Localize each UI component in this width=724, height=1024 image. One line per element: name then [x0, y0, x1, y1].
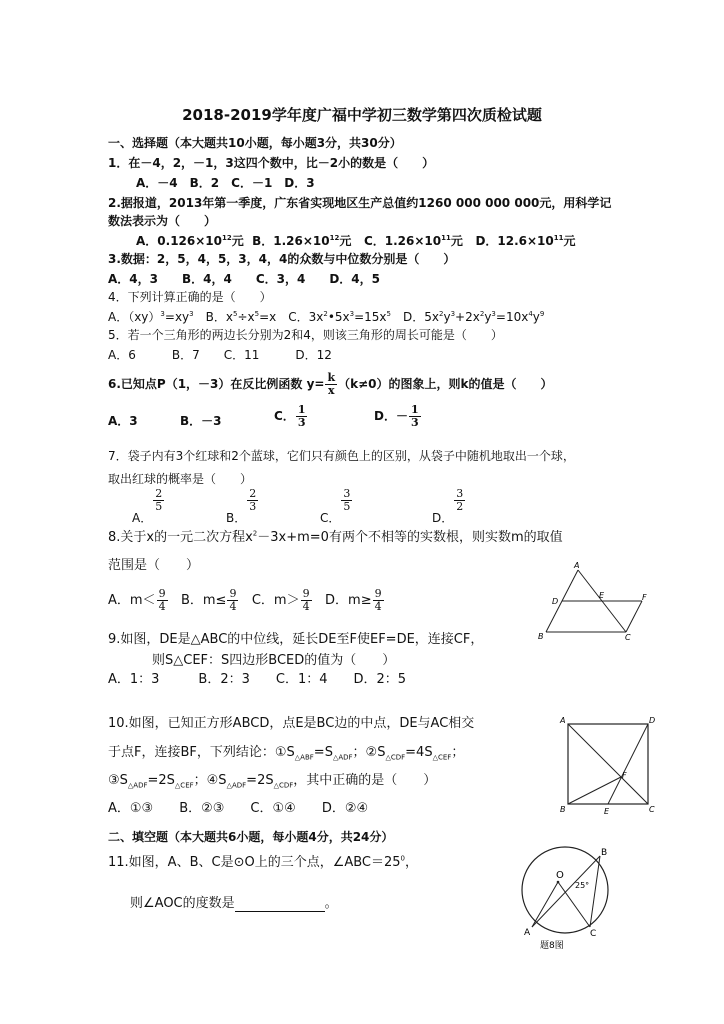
q5-stem: 5．若一个三角形的两边长分别为2和4，则该三角形的周长可能是（ ） — [108, 328, 503, 342]
q6-option-d: D．－ $\frac{1}{3}$ — [374, 403, 419, 429]
q7-line1: 7．袋子内有3个红球和2个蓝球，它们只有颜色上的区别，从袋子中随机地取出一个球， — [108, 449, 575, 463]
q2-line2: 数法表示为（ ） — [108, 214, 217, 228]
square-label-b: B — [560, 805, 566, 814]
q10-line3: $③S_{\triangle ADF}=2S_{\triangle CEF}$；$④S_{\triangle ADF}=2S_{\triangle CDF}$，其中正确的是（ ） — [108, 773, 437, 790]
q8-line2: 范围是（ ） — [108, 558, 200, 573]
triangle-label-f: F — [642, 593, 647, 602]
circle-label-c: C — [590, 929, 597, 939]
triangle-label-e: E — [599, 591, 605, 600]
q11-line2: 则∠AOC的度数是 。 — [130, 896, 338, 911]
square-label-d: D — [649, 716, 656, 725]
q1-options: A．－4 B．2 C．－1 D．3 — [136, 176, 315, 190]
q6-option-b: B．－3 — [180, 414, 222, 428]
q1-stem: 1．在－4，2，－1，3这四个数中，比－2小的数是（ ） — [108, 156, 435, 170]
q8-line1: 8.关于x的一元二次方程$x^2-3x+m=0$有两个不相等的实数根，则实数m的取值 — [108, 529, 563, 545]
q2-options — [136, 233, 576, 249]
q2-option-b: B．$1.26\times 10^{12}$元 — [252, 234, 352, 248]
circle-label-b: B — [601, 848, 608, 858]
q7-option-d: D． $\frac{3}{2}$ — [432, 487, 464, 525]
q10-line1: 10.如图，已知正方形ABCD，点E是BC边的中点，DE与AC相交 — [108, 716, 475, 731]
q8-option-b: B．m≤ $\frac{9}{4}$ — [180, 587, 237, 613]
square-figure — [556, 712, 660, 818]
q4-stem: 4．下列计算正确的是（ ） — [108, 290, 272, 304]
q6-option-a: A．3 — [108, 414, 138, 428]
triangle-label-a: A — [574, 561, 580, 570]
q11-line1: 11.如图，A、B、C是⊙O上的三个点，$\angle ABC=25^0$， — [108, 854, 419, 870]
square-label-c: C — [649, 805, 655, 814]
q8-options — [108, 588, 385, 613]
q8-option-a: A．m＜ $\frac{9}{4}$ — [108, 587, 166, 613]
circle-angle-label: 25° — [575, 881, 590, 890]
square-label-e: E — [604, 807, 610, 816]
page-title: 2018-2019学年度广福中学初三数学第四次质检试题 — [182, 106, 542, 124]
q11-answer-blank[interactable] — [235, 899, 325, 912]
q7-option-b: B． $\frac{2}{3}$ — [226, 487, 257, 525]
q2-option-a: A．$0.126\times 10^{12}$元 — [136, 234, 244, 248]
q4-options: A．$(xy)^3=xy^3$ B．$x^5\div x^5=x$ C．$3x^2•5x^3=15x^5$ D．$5x^2y^3+2x^2y^3=10x^4y^9$ — [108, 310, 545, 324]
triangle-label-d: D — [552, 597, 559, 606]
triangle-label-b: B — [538, 632, 544, 641]
q5-options: A．6 B．7 C．11 D．12 — [108, 348, 332, 362]
q10-options: A．①③ B．②③ C．①④ D．②④ — [108, 801, 369, 816]
q9-line1: 9.如图，DE是△ABC的中位线，延长DE至F使EF=DE，连接CF， — [108, 632, 484, 647]
q3-options: A．4，3 B．4，4 C．3，4 D．4，5 — [108, 272, 380, 286]
q6-stem: 6.已知点P（1，－3）在反比例函数 y= $\frac{k}{x}$ （k≠0）的图象上，则k的值是（ ） — [108, 371, 553, 397]
q7-line2: 取出红球的概率是（ ） — [108, 472, 253, 486]
q10-line2: 于点F，连接BF，下列结论：$①S_{\triangle ABF}=S_{\triangle ADF}$；$②S_{\triangle CDF}=4S_{\triangle CEF}$； — [108, 745, 465, 762]
section-2-heading: 二、填空题（本大题共6小题，每小题4分，共24分） — [108, 830, 394, 844]
q2-option-d: D．$12.6\times 10^{11}$元 — [475, 234, 576, 248]
circle-figure — [510, 840, 622, 952]
square-label-a: A — [560, 716, 566, 725]
q9-line2: 则S△CEF：S四边形BCED的值为（ ） — [152, 653, 396, 668]
q3-stem: 3.数据：2，5，4，5，3，4，4的众数与中位数分别是（ ） — [108, 252, 456, 266]
circle-label-o: O — [556, 870, 564, 881]
q7-option-c: C． $\frac{3}{5}$ — [320, 487, 351, 525]
triangle-label-c: C — [625, 633, 631, 642]
q9-options: A．1：3 B．2：3 C．1：4 D．2：5 — [108, 672, 407, 687]
circle-caption: 题8图 — [540, 941, 564, 951]
square-label-f: F — [622, 771, 627, 780]
q7-option-a: A． $\frac{2}{5}$ — [132, 487, 163, 525]
section-1-heading: 一、选择题（本大题共10小题，每小题3分，共30分） — [108, 136, 402, 150]
q8-option-c: C．m＞ $\frac{9}{4}$ — [251, 587, 310, 613]
q2-line1: 2.据报道，2013年第一季度，广东省实现地区生产总值约1260 000 000 000元，用科学记 — [108, 196, 612, 210]
q2-option-c: C．$1.26\times 10^{11}$元 — [363, 234, 463, 248]
q6-option-c: C． $\frac{1}{3}$ — [274, 403, 306, 429]
triangle-figure — [538, 560, 658, 642]
circle-label-a: A — [524, 928, 531, 938]
q8-option-d: D．m≥ $\frac{9}{4}$ — [325, 587, 382, 613]
